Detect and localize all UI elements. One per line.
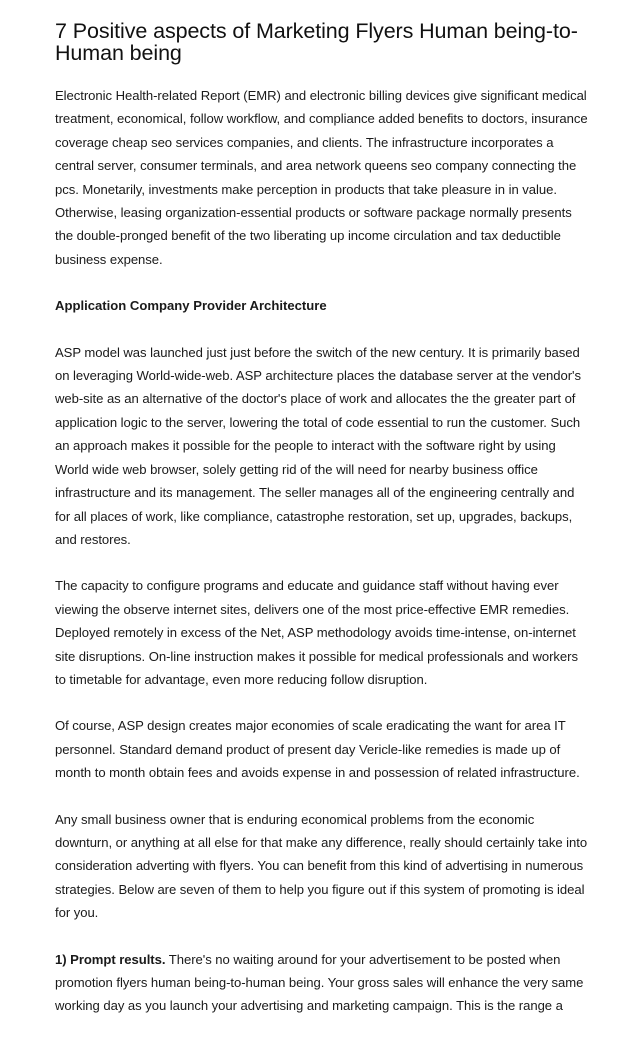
document-title: 7 Positive aspects of Marketing Flyers Human being-to-Human being — [55, 19, 578, 65]
section-heading-asp: Application Company Provider Architecture — [55, 298, 327, 314]
document-page — [55, 20, 590, 1041]
prompt-results-text: There's no waiting around for your advertisement to be posted when promotion flyers human being-to-human being. Your gross sales will enhance the very same working day as you launch your advertising and marketing campaign. This is the range a — [55, 951, 584, 1014]
prompt-results-lead: 1) Prompt results. — [55, 951, 166, 967]
paragraph-small-business: Any small business owner that is enduring economical problems from the economic downturn, or anything at all else for that make any difference, really should certainly take into consideration adverting with flyers. You can benefit from this kind of advertising in numerous strategies. Below are seven of them to help you figure out if this system of promoting is ideal for you. — [55, 811, 588, 921]
paragraph-configure-programs: The capacity to configure programs and educate and guidance staff without having ever viewing the observe internet sites, delivers one of the most price-effective EMR remedies. Deployed remotely in excess of the Net, ASP methodology avoids time-intense, on-internet site disruptions. On-line instruction makes it possible for medical professionals and workers to timetable for advantage, even more reducing follow disruption. — [55, 578, 578, 687]
paragraph-asp-model: ASP model was launched just just before the switch of the new century. It is primarily based on leveraging World-wide-web. ASP architecture places the database server at the vendor's web-site as an alternative of the doctor's place of work and allocates the the greater part of application logic to the server, lowering the total of code essential to run the customer. Such an approach makes it possible for the people to interact with the software right by using World wide web browser, solely getting rid of the will need for nearby business office infrastructure and its management. The seller manages all of the engineering centrally and for all places of work, like compliance, catastrophe restoration, set up, upgrades, backups, and restores. — [55, 344, 581, 547]
paragraph-prompt-results — [55, 948, 590, 1018]
paragraph-economies-of-scale: Of course, ASP design creates major economies of scale eradicating the want for area IT personnel. Standard demand product of present day Vericle-like remedies is made up of month to month obtain fees and avoids expense in and possession of related infrastructure. — [55, 718, 580, 781]
paragraph-emr-intro: Electronic Health-related Report (EMR) and electronic billing devices give significant medical treatment, economical, follow workflow, and compliance added benefits to doctors, insurance coverage cheap seo services companies, and clients. The infrastructure incorporates a central server, consumer terminals, and area network queens seo company connecting the pcs. Monetarily, investments make perception in products that take pleasure in in value. Otherwise, leasing organization-essential products or software package normally presents the double-pronged benefit of the two liberating up income circulation and tax deductible business expense. — [55, 88, 588, 267]
